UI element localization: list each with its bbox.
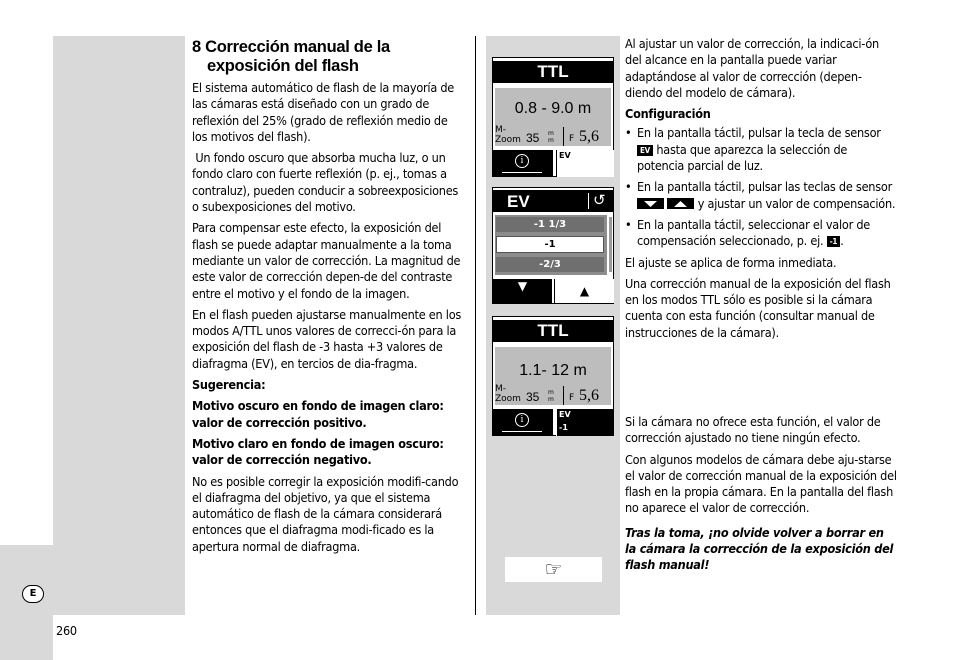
ev-title: EV — [507, 192, 530, 211]
reminder-note: Tras la toma, ¡no olvide volver a borrar en la cámara la corrección de la exposición del flash manual! — [625, 524, 894, 573]
down-key-icon — [637, 198, 664, 209]
hint-dark-subject: Motivo oscuro en fondo de imagen claro: valor de corrección positivo. — [192, 398, 444, 430]
info-icon: i — [515, 154, 529, 168]
mode-bar: TTL — [493, 61, 613, 83]
language-badge: E — [22, 585, 44, 603]
left-margin-band — [53, 36, 185, 615]
flash-screen-ttl-2 — [492, 316, 614, 436]
info-underline — [502, 172, 542, 173]
flash-screen-ttl-1 — [492, 57, 614, 177]
paragraph: No es posible corregir la exposición modifi-cando el diafragma del objetivo, ya que el sistema automático de flash de la cámara considerará entonces que el diafragma modi-ficado es la apertura normal de diafragma. — [192, 473, 459, 554]
paragraph: Con algunos modelos de cámara debe aju-starse el valor de corrección manual de la exposición del flash en la propia cámara. En la pantalla del flash no aparece el valor de corrección. — [625, 451, 897, 516]
ev-up-button[interactable]: ▲ — [554, 279, 614, 303]
f-label: F — [569, 393, 575, 403]
zoom-value: 35 — [526, 131, 540, 145]
ev-key-chip: EV — [637, 145, 653, 156]
ev-list-item-selected[interactable]: -1 — [496, 236, 604, 253]
page-number: 260 — [56, 623, 77, 638]
ev-label: EV — [559, 410, 571, 419]
column-divider — [475, 36, 476, 615]
step-2: • En la pantalla táctil, pulsar las teclas de sensor y ajustar un valor de compensación. — [625, 179, 897, 212]
right-column-lower — [625, 414, 897, 579]
ev-down-label: ▼ — [517, 279, 528, 293]
paragraph: Al ajustar un valor de corrección, la indicaci-ón del alcance en la pantalla puede variar adaptándose al valor de corrección (depen-diendo del modelo de cámara). — [625, 36, 879, 100]
back-divider — [588, 193, 589, 209]
range-readout: 0.8 - 9.0 m — [514, 100, 592, 117]
paragraph: Si la cámara no ofrece esta función, el valor de corrección ajustado no tiene ningún efecto. — [625, 414, 881, 446]
f-value: 5,6 — [579, 387, 599, 404]
section-title-line1: 8 Corrección manual de la — [192, 38, 390, 56]
paragraph: Para compensar este efecto, la exposición del flash se puede adaptar manualmente a la toma mediante un valor de corrección. La magnitud de este valor de corrección depen-de del contraste entre el motivo y el fondo de la imagen. — [192, 220, 461, 301]
paragraph: Una corrección manual de la exposición del flash en los modos TTL sólo es posible si la cámara cuenta con esta función (consultar manual de instrucciones de la cámara). — [625, 275, 891, 340]
paragraph: El ajuste se aplica de forma inmediata. — [625, 254, 837, 270]
flash-screen-ev — [492, 187, 614, 304]
divider — [563, 127, 564, 146]
back-icon[interactable]: ↺ — [593, 191, 606, 209]
hint-light-subject: Motivo claro en fondo de imagen oscuro: valor de corrección negativo. — [192, 435, 444, 468]
note-hand-icon: ☞ — [505, 557, 602, 582]
f-value: 5,6 — [579, 128, 599, 145]
left-margin-band-lower — [0, 545, 53, 660]
left-column — [192, 80, 466, 560]
ev-value: -1 — [559, 423, 568, 432]
paragraph: En el flash pueden ajustarse manualmente en los modos A/TTL unos valores de correcci-ón para la exposición del flash de -3 hasta +3 valores de diafragma (EV), en tercios de dia-fragma. — [192, 306, 462, 371]
zoom-label-top: M- — [495, 125, 507, 135]
zoom-label-top: M- — [495, 384, 507, 394]
f-label: F — [569, 134, 575, 144]
ev-list-item[interactable]: -1 1/3 — [496, 217, 604, 232]
info-underline — [502, 431, 542, 432]
divider — [563, 386, 564, 405]
step-1: • En la pantalla táctil, pulsar la tecla de sensor EV hasta que aparezca la selección de potencia parcial de luz. — [625, 125, 897, 174]
info-icon: i — [515, 413, 529, 427]
step-3: • En la pantalla táctil, seleccionar el valor de compensación seleccionado, p. ej. -1 . — [625, 217, 897, 250]
zoom-unit: m m — [548, 130, 554, 144]
range-readout: 1.1- 12 m — [519, 362, 587, 379]
ev-list-item[interactable]: -2/3 — [496, 257, 604, 272]
right-column-upper — [625, 36, 897, 346]
zoom-label: Zoom — [495, 135, 521, 145]
ev-label: EV — [559, 151, 571, 160]
zoom-unit: m m — [548, 389, 554, 403]
value-chip: -1 — [827, 236, 841, 247]
paragraph: El sistema automático de flash de la mayoría de las cámaras está diseñado con un grado de reflexión del 25% (grado de reflexión medio de los motivos del flash). — [192, 80, 455, 144]
section-title — [192, 38, 472, 76]
section-title-line2: exposición del flash — [207, 57, 359, 75]
mode-bar: TTL — [493, 320, 613, 342]
paragraph: Un fondo oscuro que absorba mucha luz, o un fondo claro con fuerte reflexión (p. ej., tomas a contraluz), pueden conducir a sobreexposiciones o subexposiciones del motivo. — [192, 150, 462, 215]
hint-heading: Sugerencia: — [192, 377, 266, 393]
up-key-icon — [667, 198, 694, 209]
zoom-label: Zoom — [495, 394, 521, 404]
ev-scrollbar[interactable] — [609, 217, 612, 272]
config-heading: Configuración — [625, 106, 711, 122]
zoom-value: 35 — [526, 390, 540, 404]
